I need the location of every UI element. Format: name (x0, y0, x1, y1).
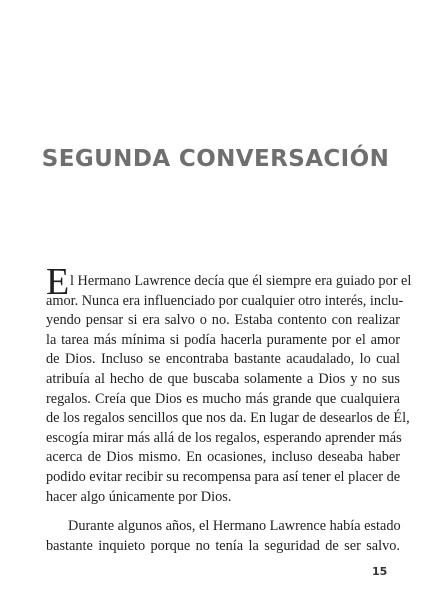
paragraph-1 (46, 261, 412, 507)
text-line-5: de Dios. Incluso se encontraba bastante acaudalado, lo cual (46, 351, 400, 368)
text-line-10: acerca de Dios mismo. En ocasiones, incluso deseaba haber (46, 449, 400, 466)
page-number: 15 (372, 565, 388, 578)
text-line-2: amor. Nunca era influenciado por cualquier otro interés, inclu- (46, 292, 404, 309)
chapter-title: SEGUNDA CONVERSACIÓN (41, 146, 390, 172)
text-line-4: la tarea más mínima si podía hacerla puramente por el amor (46, 331, 400, 348)
text-line-14: bastante inquieto porque no tenía la seguridad de ser salvo. (46, 537, 400, 554)
text-line-11: podido evitar recibir su recompensa para así tener el placer de (46, 468, 401, 485)
text-line-9: escogía mirar más allá de los regalos, esperando aprender más (46, 429, 402, 446)
text-line-7: regalos. Creía que Dios es mucho más grande que cualquiera (46, 390, 400, 407)
text-line-6: atribuía al hecho de que buscaba solamente a Dios y no sus (46, 370, 400, 387)
body-text (46, 261, 412, 556)
paragraph-2 (46, 517, 400, 556)
text-line-8: de los regalos sencillos que nos da. En lugar de desearlos de Él, (46, 410, 410, 427)
text-line-3: yendo pensar si era salvo o no. Estaba contento con realizar (46, 312, 400, 329)
text-line-12: hacer algo únicamente por Dios. (46, 488, 232, 505)
drop-cap: E (46, 261, 70, 303)
text-line-13: Durante algunos años, el Hermano Lawrence había estado (68, 518, 401, 535)
text-line-1-content: l Hermano Lawrence decía que él siempre era guiado por el (70, 273, 412, 289)
